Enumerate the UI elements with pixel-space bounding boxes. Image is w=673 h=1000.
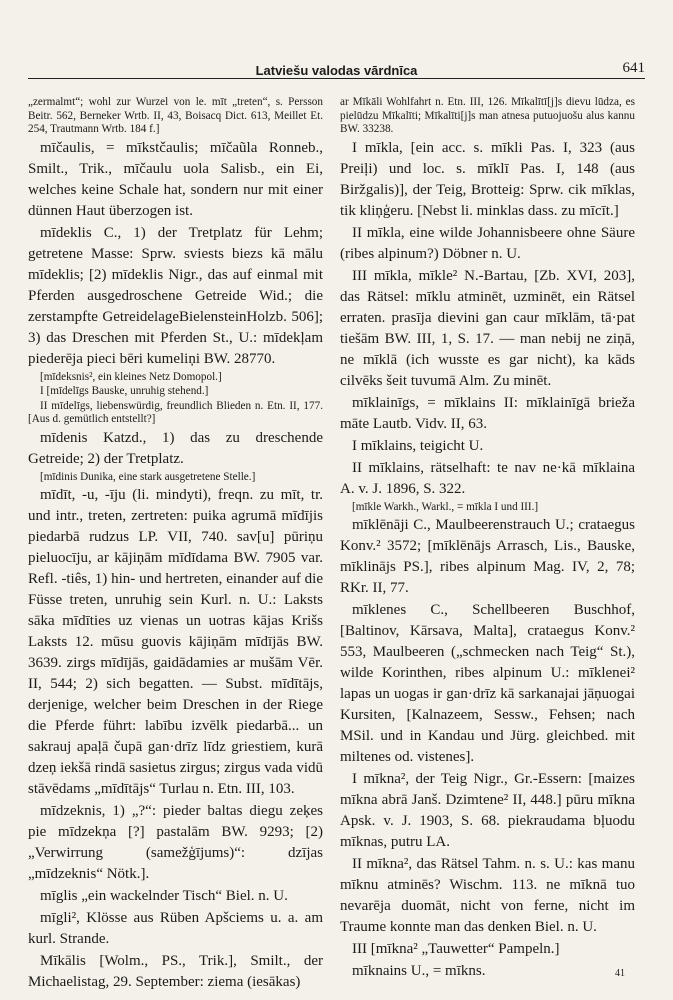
dictionary-entry: I mīkna², der Teig Nigr., Gr.-Essern: [maizes mīkna abrā Janš. Dzimtene² II, 448.] pūru mīkna Apsk. v. J. 1903, S. 68. piekraudama bļuodu mīknas, putru LA. bbox=[340, 771, 635, 850]
dictionary-entry: II mīkla, eine wilde Johannisbeere ohne Säure (ribes alpinum?) Döbner n. U. bbox=[340, 224, 635, 262]
dictionary-entry: III mīkla, mīkle² N.-Bartau, [Zb. XVI, 203], das Rätsel: mīklu atminēt, uzminēt, ein Rätsel erraten. prasīja dievini gan caur mīklām, tā·pat tiešām BW. III, 1, S. 17. — man nebij ne ziņā, ne mīklā (ich wusste es gar nicht), ka kāds cilvēks šeit tuvumā Alm. Zu minēt. bbox=[340, 267, 635, 389]
dictionary-entry: II mīkna², das Rätsel Tahm. n. s. U.: kas manu mīknu atminēs? Wischm. 113. ne mīknā tuo nevarēja duomāt, nicht von ferne, nicht im Traume konnte man das denken Biel. n. U. bbox=[340, 856, 635, 935]
dictionary-entry: mīčaulis, = mīkstčaulis; mīčaũla Ronneb., Smilt., Trik., mīčaulu uola Salisb., ein Ei, welches keine Schale hat, sondern nur mit einer dünnen Haut überzogen ist. bbox=[28, 139, 323, 219]
dictionary-entry: I mīklains, teigicht U. bbox=[352, 437, 484, 454]
dictionary-entry: mīklainīgs, = mīklains II: mīklainīgā brieža māte Lautb. Vidv. II, 63. bbox=[340, 394, 635, 432]
dictionary-entry: mīklenes C., Schellbeeren Buschhof, [Baltinov, Kārsava, Malta], crataegus Konv.² 553, Maulbeeren („schmecken nach Teig“ St.), wilde Korinthen, ribes alpinum U.: mīklenei² lapas un uogas ir gan·drīz kā sarkanajai jāņuogai Kursiten, [Kalnazeem, Sessw., Fehsen; nach MSil. und in Kandau und Jürg. gleichbed. mit miltenes od. vistenes]. bbox=[340, 602, 635, 765]
dictionary-entry: mīdīt, -u, -īju (li. mindyti), freqn. zu mīt, tr. und intr., treten, zertreten: puika agrumā mīdījis piedarbā rudzus LP. VII, 740. sav[u] pūriņu pieluocīju, ar kājiņām mīdīdama BW. 7905 var. Refl. -tiês, 1) hin- und hertreten, einander auf die Füsse treten, unruhig sein Kurl. n. U.: Laksts sāka mīdīties uz vienas un uotras kājas Krišs Laksts 12. mūsu guovis kājiņām mīdījās BW. 3639. zirgs mīdījās, gaidādamies ar mušām Vēr. II, 544; 2) sich begatten. — Subst. mīdītājs, derjenige, welcher beim Dreschen in der Riege die Pferde führt: labību izvēlk piedarbā... un sakrauj apaļā čupā gan·drīz līdz griestiem, kurā dzeņ iekšā rindā sasietus zirgus; zirgus vada vidū stāvēdams „mīdītājs“ Turlau n. Etn. III, 103. bbox=[28, 487, 323, 797]
left-column bbox=[28, 96, 323, 990]
dictionary-entry: mīdeklis C., 1) der Tretplatz für Lehm; getretene Masse: Sprw. sviests biezs kā mālu mīdeklis; [2) mīdeklis Nigr., das auf einmal mit Pferden ausgedroschene Getreide Wid.; die zerstampfte GetreidelageBielensteinHolzb. 506]; 3) das Dreschen mit Pferden St., U.: mīdekļam piederēja pieci bēri kumeliņi BW. 28770. bbox=[28, 224, 323, 367]
dictionary-entry: [mīdinis Dunika, eine stark ausgetretene Stelle.] bbox=[40, 470, 256, 483]
dictionary-entry: I [mīdelīgs Bauske, unruhig stehend.] bbox=[40, 385, 209, 397]
dictionary-entry: „zermalmt“; wohl zur Wurzel von le. mīt „treten“, s. Persson Beitr. 562, Berneker Wrtb. II, 43, Boisacq Dict. 613, Meillet Et. 254, Trautmann Wrtb. 184 f.] bbox=[28, 96, 323, 135]
dictionary-entry: [mīkle Warkh., Warkl., = mīkla I und III.] bbox=[352, 500, 539, 513]
dictionary-entry: II mīdelīgs, liebenswürdig, freundlich Blieden n. Etn. II, 177. [Aus d. gemütlich entstellt?] bbox=[28, 399, 323, 425]
dictionary-entry: [mīdeksnis², ein kleines Netz Domopol.] bbox=[40, 370, 222, 383]
dictionary-entry: I mīkla, [ein acc. s. mīkli Pas. I, 323 (aus Preiļi) und loc. s. mīklī Pas. I, 148 (aus Biržgalis)], der Teig, Brotteig: Sprw. cik mīklas, tik kliņģeru. [Nebst li. minklas dass. zu mīcīt.] bbox=[340, 139, 635, 219]
dictionary-entry: mīdzeknis, 1) „?“: pieder baltas diegu zeķes pie mīdzekņa [?] pastalām BW. 9293; [2) „Verwirrung (samežģījums)“: dzījas „mīdzeknis“ Nötk.]. bbox=[28, 803, 323, 882]
dictionary-entry: mīklēnāji C., Maulbeerenstrauch U.; crataegus Konv.² 3572; [mīklēnājs Arrasch, Lis., Bauske, mīklinājs PS.], ribes alpinum Mag. IV, 2, 78; RKr. II, 77. bbox=[340, 517, 635, 596]
signature-mark: 41 bbox=[615, 968, 625, 979]
right-column bbox=[340, 96, 635, 979]
header-title: Latviešu valodas vārdnīca bbox=[255, 63, 418, 78]
dictionary-entry: mīdenis Katzd., 1) das zu dreschende Getreide; 2) der Tretplatz. bbox=[28, 429, 323, 467]
running-header bbox=[28, 56, 645, 79]
dictionary-entry: Mīkālis [Wolm., PS., Trik.], Smilt., der Michaelistag, 29. September: ziema (iesākas) bbox=[28, 953, 323, 990]
dictionary-entry: mīglis „ein wackelnder Tisch“ Biel. n. U. bbox=[40, 888, 288, 904]
dictionary-entry: mīknains U., = mīkns. bbox=[352, 963, 486, 979]
dictionary-entry: III [mīkna² „Tauwetter“ Pampeln.] bbox=[352, 941, 560, 957]
page-number: 641 bbox=[622, 60, 645, 76]
dictionary-entry: II mīklains, rätselhaft: te nav ne·kā mīklaina A. v. J. 1896, S. 322. bbox=[340, 459, 635, 497]
dictionary-entry: ar Mīkāli Wohlfahrt n. Etn. III, 126. Mīkalītī[j]s dievu lūdza, es pielūdzu Mīkalīti; Mīkalīti[j]s man atnesa putuojuošu alus kannu BW. 33238. bbox=[340, 96, 635, 135]
dictionary-entry: mīgli², Klösse aus Rüben Apšciems u. a. am kurl. Strande. bbox=[28, 910, 323, 947]
